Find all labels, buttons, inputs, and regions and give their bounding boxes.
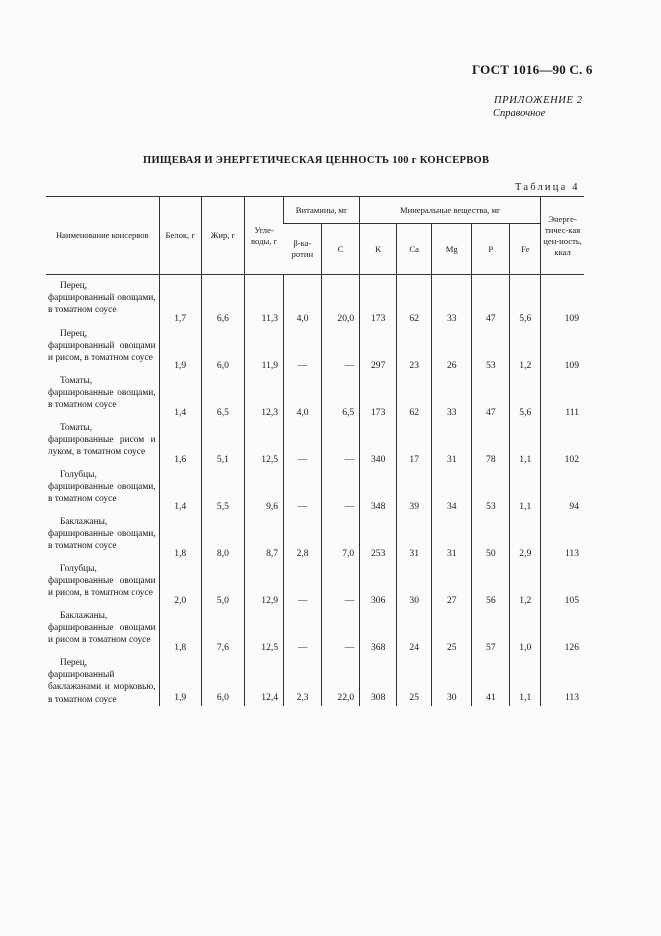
cell-p: 53	[472, 327, 510, 374]
cell-product-name: Голубцы, фаршированные овощами, в томатном соусе	[48, 470, 156, 505]
table-row	[46, 515, 584, 562]
nutrition-table	[46, 196, 584, 706]
cell-mg: 34	[432, 468, 472, 515]
cell-k: 368	[360, 609, 397, 656]
cell-vit-c: 20,0	[322, 275, 360, 328]
header-ca: Ca	[397, 224, 432, 275]
cell-product-name: Перец, фаршированный овощами и рисом, в томатном соусе	[48, 329, 156, 364]
cell-carbs: 12,5	[245, 609, 284, 656]
cell-product-name: Томаты, фаршированные рисом и луком, в томатном соусе	[48, 423, 156, 458]
table-row	[46, 374, 584, 421]
cell-protein: 1,7	[159, 275, 201, 328]
cell-mg: 30	[432, 656, 472, 706]
cell-fe: 5,6	[510, 275, 541, 328]
cell-beta-carotene: 4,0	[284, 275, 322, 328]
cell-fat: 7,6	[201, 609, 244, 656]
cell-vit-c: —	[322, 327, 360, 374]
cell-p: 57	[472, 609, 510, 656]
table-header	[46, 197, 584, 275]
cell-k: 173	[360, 275, 397, 328]
cell-mg: 26	[432, 327, 472, 374]
cell-protein: 1,6	[159, 421, 201, 468]
cell-energy: 111	[541, 374, 584, 421]
cell-ca: 39	[397, 468, 432, 515]
cell-k: 297	[360, 327, 397, 374]
table-row	[46, 468, 584, 515]
cell-ca: 62	[397, 275, 432, 328]
cell-vit-c: —	[322, 421, 360, 468]
header-name: Наименование консервов	[46, 197, 159, 275]
table-label: Таблица 4	[515, 182, 580, 193]
cell-protein: 1,9	[159, 327, 201, 374]
cell-protein: 1,8	[159, 609, 201, 656]
cell-k: 308	[360, 656, 397, 706]
cell-protein: 1,4	[159, 374, 201, 421]
cell-beta-carotene: —	[284, 327, 322, 374]
cell-product-name: Перец, фаршированный овощами, в томатном соусе	[48, 281, 156, 316]
cell-mg: 33	[432, 374, 472, 421]
cell-beta-carotene: 2,8	[284, 515, 322, 562]
cell-mg: 27	[432, 562, 472, 609]
cell-p: 41	[472, 656, 510, 706]
cell-ca: 62	[397, 374, 432, 421]
cell-carbs: 9,6	[245, 468, 284, 515]
cell-p: 78	[472, 421, 510, 468]
cell-mg: 33	[432, 275, 472, 328]
table-row	[46, 275, 584, 328]
cell-fat: 6,6	[201, 275, 244, 328]
cell-fat: 5,0	[201, 562, 244, 609]
cell-protein: 1,8	[159, 515, 201, 562]
cell-carbs: 12,9	[245, 562, 284, 609]
cell-k: 173	[360, 374, 397, 421]
table-row	[46, 421, 584, 468]
header-fe: Fe	[510, 224, 541, 275]
cell-p: 56	[472, 562, 510, 609]
header-vitamins: Витамины, мг	[284, 197, 360, 224]
cell-p: 47	[472, 374, 510, 421]
cell-energy: 126	[541, 609, 584, 656]
cell-fat: 5,5	[201, 468, 244, 515]
cell-protein: 2,0	[159, 562, 201, 609]
header-protein: Белок, г	[159, 197, 201, 275]
cell-p: 47	[472, 275, 510, 328]
cell-fat: 6,5	[201, 374, 244, 421]
document-title: ПИЩЕВАЯ И ЭНЕРГЕТИЧЕСКАЯ ЦЕННОСТЬ 100 г КОНСЕРВОВ	[143, 155, 490, 166]
cell-product-name: Томаты, фаршированные овощами, в томатном соусе	[48, 376, 156, 411]
cell-protein: 1,9	[159, 656, 201, 706]
cell-beta-carotene: —	[284, 421, 322, 468]
cell-p: 53	[472, 468, 510, 515]
cell-p: 50	[472, 515, 510, 562]
cell-vit-c: —	[322, 609, 360, 656]
table-row	[46, 562, 584, 609]
cell-fat: 6,0	[201, 327, 244, 374]
cell-fat: 8,0	[201, 515, 244, 562]
cell-energy: 102	[541, 421, 584, 468]
cell-beta-carotene: 4,0	[284, 374, 322, 421]
cell-fe: 2,9	[510, 515, 541, 562]
cell-vit-c: —	[322, 562, 360, 609]
appendix-label: ПРИЛОЖЕНИЕ 2	[494, 95, 583, 106]
cell-ca: 17	[397, 421, 432, 468]
cell-ca: 25	[397, 656, 432, 706]
cell-carbs: 12,3	[245, 374, 284, 421]
appendix-note: Справочное	[493, 108, 546, 119]
header-energy: Энерге-тичес-кая цен-ность, ккал	[541, 197, 584, 275]
cell-energy: 105	[541, 562, 584, 609]
cell-vit-c: 7,0	[322, 515, 360, 562]
header-p: P	[472, 224, 510, 275]
cell-k: 348	[360, 468, 397, 515]
header-fat: Жир, г	[201, 197, 244, 275]
cell-ca: 31	[397, 515, 432, 562]
header-mg: Mg	[432, 224, 472, 275]
cell-vit-c: —	[322, 468, 360, 515]
cell-energy: 113	[541, 515, 584, 562]
cell-fe: 1,1	[510, 656, 541, 706]
cell-ca: 24	[397, 609, 432, 656]
standard-header: ГОСТ 1016—90 С. 6	[472, 62, 593, 77]
cell-ca: 23	[397, 327, 432, 374]
cell-product-name: Перец, фаршированный баклажанами и морковью, в томатном соусе	[48, 658, 156, 705]
cell-energy: 94	[541, 468, 584, 515]
cell-carbs: 11,9	[245, 327, 284, 374]
cell-ca: 30	[397, 562, 432, 609]
header-k: K	[360, 224, 397, 275]
cell-carbs: 11,3	[245, 275, 284, 328]
cell-fe: 1,2	[510, 327, 541, 374]
header-beta-carotene: β-ка-ротин	[284, 224, 322, 275]
cell-vit-c: 6,5	[322, 374, 360, 421]
table-row	[46, 656, 584, 706]
cell-fe: 1,1	[510, 468, 541, 515]
cell-fe: 1,1	[510, 421, 541, 468]
table-row	[46, 327, 584, 374]
cell-mg: 31	[432, 421, 472, 468]
cell-k: 306	[360, 562, 397, 609]
cell-beta-carotene: —	[284, 562, 322, 609]
header-carbs: Угле-воды, г	[245, 197, 284, 275]
cell-product-name: Баклажаны, фаршированные овощами и рисом в томатном соусе	[48, 611, 156, 646]
cell-vit-c: 22,0	[322, 656, 360, 706]
header-vit-c: С	[322, 224, 360, 275]
cell-k: 253	[360, 515, 397, 562]
cell-fe: 5,6	[510, 374, 541, 421]
cell-carbs: 12,5	[245, 421, 284, 468]
cell-beta-carotene: 2,3	[284, 656, 322, 706]
cell-fat: 5,1	[201, 421, 244, 468]
cell-energy: 109	[541, 275, 584, 328]
cell-k: 340	[360, 421, 397, 468]
table-row	[46, 609, 584, 656]
cell-mg: 31	[432, 515, 472, 562]
cell-fe: 1,2	[510, 562, 541, 609]
cell-beta-carotene: —	[284, 609, 322, 656]
cell-carbs: 12,4	[245, 656, 284, 706]
cell-beta-carotene: —	[284, 468, 322, 515]
header-minerals: Минеральные вещества, мг	[360, 197, 541, 224]
cell-product-name: Голубцы, фаршированные овощами и рисом, в томатном соусе	[48, 564, 156, 599]
cell-product-name: Баклажаны, фаршированные овощами, в томатном соусе	[48, 517, 156, 552]
cell-energy: 109	[541, 327, 584, 374]
cell-protein: 1,4	[159, 468, 201, 515]
cell-fe: 1,0	[510, 609, 541, 656]
cell-energy: 113	[541, 656, 584, 706]
cell-fat: 6,0	[201, 656, 244, 706]
table-body	[46, 275, 584, 706]
cell-mg: 25	[432, 609, 472, 656]
cell-carbs: 8,7	[245, 515, 284, 562]
